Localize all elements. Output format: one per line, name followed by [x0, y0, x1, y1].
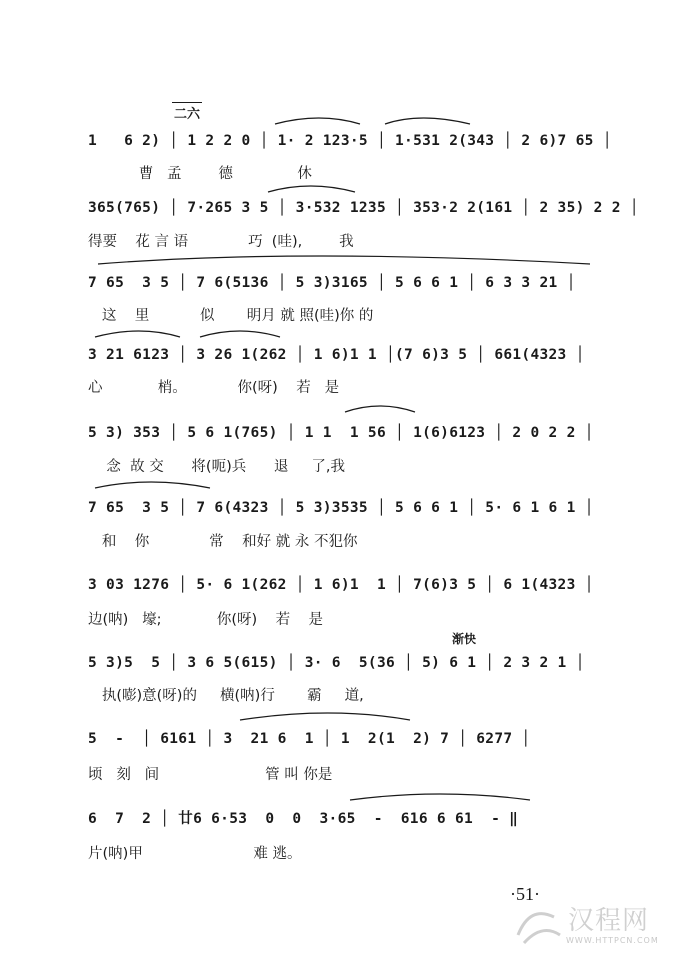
notation-line: 365(765) │ 7·265 3 5 │ 3·532 1235 │ 353·2 2(161 │ 2 35) 2 2 │: [88, 200, 639, 216]
slur-arc: [95, 482, 210, 488]
page-number: ·51·: [510, 884, 540, 904]
slur-arc: [385, 118, 470, 124]
lyrics-line: 边(呐) 壕; 你(呀) 若 是: [88, 612, 324, 628]
notation-line: 6 7 2 │ 廿6 6·53 0 0 3·65 - 616 6 61 - ‖: [88, 811, 519, 827]
lyrics-line: 和 你 常 和好 就 永 不犯你: [88, 534, 358, 550]
lyrics-line: 执(嘭)意(呀)的 横(呐)行 霸 道,: [88, 688, 364, 704]
lyrics-line: 得要 花 言 语 巧 (哇), 我: [88, 234, 354, 250]
notation-line: 7 65 3 5 │ 7 6(5136 │ 5 3)3165 │ 5 6 6 1 │ 6 3 3 21 │: [88, 275, 576, 291]
slur-arc: [98, 256, 590, 264]
lyrics-line: 这 里 似 明月 就 照(哇)你 的: [88, 308, 374, 324]
lyrics-line: 片(呐)甲 难 逃。: [88, 846, 302, 862]
lyrics-line: 心 梢。 你(呀) 若 是: [88, 380, 340, 396]
lyrics-line: 曹 孟 德 休: [88, 166, 312, 182]
watermark-url: WWW.HTTPCN.COM: [566, 936, 659, 945]
tempo-mark: 渐快: [452, 632, 477, 646]
slur-arc: [275, 118, 360, 124]
section-marker: 二六: [172, 102, 202, 122]
slur-arc: [200, 331, 280, 337]
watermark-text: 汉程网: [568, 906, 650, 936]
slur-arc: [95, 331, 180, 337]
notation-line: 3 21 6123 │ 3 26 1(262 │ 1 6)1 1 │(7 6)3 5 │ 661(4323 │: [88, 347, 585, 363]
notation-line: 1 6 2) │ 1 2 2 0 │ 1· 2 123·5 │ 1·531 2(343 │ 2 6)7 65 │: [88, 133, 612, 149]
lyrics-line: 顷 刻 间 管 叫 你是: [88, 767, 333, 783]
lyrics-line: 念 故 交 将(呃)兵 退 了,我: [88, 459, 346, 475]
slur-arc: [350, 794, 530, 800]
slur-arc: [345, 406, 415, 412]
notation-line: 5 - │ 6161 │ 3 21 6 1 │ 1 2(1 2) 7 │ 6277 │: [88, 731, 531, 747]
notation-line: 5 3)5 5 │ 3 6 5(615) │ 3· 6 5(36 │ 5) 6 1 │ 2 3 2 1 │: [88, 655, 585, 671]
slur-arc: [268, 186, 355, 192]
slur-arc: [240, 713, 410, 720]
notation-line: 3 03 1276 │ 5· 6 1(262 │ 1 6)1 1 │ 7(6)3 5 │ 6 1(4323 │: [88, 577, 594, 593]
notation-line: 7 65 3 5 │ 7 6(4323 │ 5 3)3535 │ 5 6 6 1 │ 5· 6 1 6 1 │: [88, 500, 594, 516]
notation-line: 5 3) 353 │ 5 6 1(765) │ 1 1 1 56 │ 1(6)6123 │ 2 0 2 2 │: [88, 425, 594, 441]
